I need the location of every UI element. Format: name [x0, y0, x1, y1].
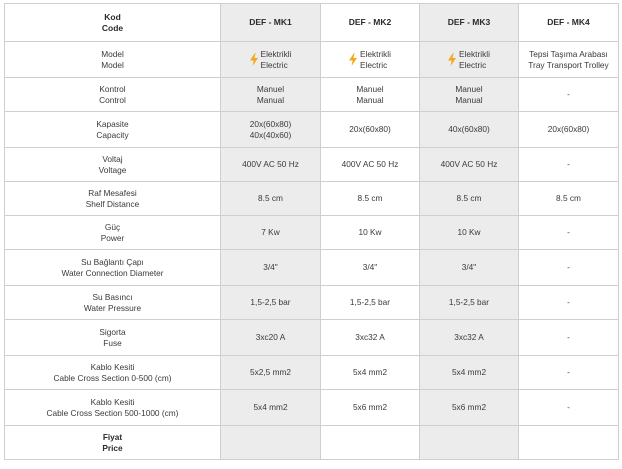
- cell-value: -: [567, 262, 570, 272]
- model-value-en: Electric: [260, 59, 288, 70]
- voltage-cell-mk4: [519, 148, 619, 182]
- cell-value: 1,5-2,5 bar: [250, 297, 291, 307]
- lightning-bolt-icon: [448, 53, 456, 66]
- row-label-en: Power: [100, 232, 125, 243]
- row-label: [5, 250, 221, 286]
- price-cell-mk4: [519, 426, 619, 460]
- lightning-bolt-icon: [250, 53, 258, 66]
- cable-0-500-cell-mk4: [519, 356, 619, 390]
- voltage-row: [5, 148, 619, 182]
- cable-0-500-row: [5, 356, 619, 390]
- control-row: [5, 78, 619, 112]
- water-pressure-cell-mk1: [221, 286, 321, 320]
- row-label-tr: Kapasite: [96, 118, 129, 129]
- shelf-distance-cell-mk2: [321, 182, 420, 216]
- lightning-bolt-icon: [349, 53, 357, 66]
- cell-value: 8.5 cm: [258, 193, 283, 203]
- model-value-en: Electric: [360, 59, 388, 70]
- model-row: [5, 42, 619, 78]
- water-connection-cell-mk4: [519, 250, 619, 286]
- row-label-en: Water Connection Diameter: [61, 267, 164, 278]
- row-label: [5, 390, 221, 426]
- cell-value: Manuel: [455, 83, 483, 94]
- column-header-mk1: DEF - MK1: [221, 4, 321, 42]
- fuse-row: [5, 320, 619, 356]
- row-label: [5, 42, 221, 78]
- row-label-tr: Kablo Kesiti: [90, 396, 135, 407]
- water-pressure-cell-mk3: [420, 286, 519, 320]
- row-label-tr: Model: [101, 48, 124, 59]
- row-label-en: Fuse: [103, 337, 122, 348]
- cell-value: 40x(60x80): [448, 124, 490, 134]
- header-row: [5, 4, 619, 42]
- model-value-tr: Elektrikli: [260, 48, 292, 59]
- model-value-en: Tray Transport Trolley: [528, 59, 609, 70]
- cell-value: 5x4 mm2: [253, 402, 288, 412]
- cell-value: 3xc20 A: [255, 332, 286, 342]
- cell-value: -: [567, 297, 570, 307]
- control-cell-mk2: [321, 78, 420, 112]
- cell-value: 1,5-2,5 bar: [448, 297, 490, 307]
- row-label-tr: Su Basıncı: [92, 291, 133, 302]
- row-label: [5, 148, 221, 182]
- row-label-tr: Raf Mesafesi: [88, 187, 137, 198]
- shelf-distance-cell-mk3: [420, 182, 519, 216]
- row-label-tr: Su Bağlantı Çapı: [81, 256, 144, 267]
- row-label: [5, 78, 221, 112]
- cell-value: 5x6 mm2: [352, 402, 388, 412]
- shelf-distance-row: [5, 182, 619, 216]
- fuse-cell-mk2: [321, 320, 420, 356]
- cable-0-500-cell-mk3: [420, 356, 519, 390]
- capacity-cell-mk3: [420, 112, 519, 148]
- price-cell-mk1: [221, 426, 321, 460]
- cell-value: 40x(40x60): [249, 129, 292, 140]
- cell-value: 400V AC 50 Hz: [242, 159, 299, 169]
- column-header-mk4: DEF - MK4: [519, 4, 619, 42]
- model-cell-mk3: [420, 42, 519, 78]
- power-row: [5, 216, 619, 250]
- cell-value: -: [567, 89, 570, 99]
- cell-value: -: [567, 367, 570, 377]
- price-cell-mk3: [420, 426, 519, 460]
- model-cell-mk1: [221, 42, 321, 78]
- control-cell-mk4: [519, 78, 619, 112]
- row-label-en: Shelf Distance: [85, 198, 140, 209]
- cell-value: 3xc32 A: [355, 332, 385, 342]
- water-connection-cell-mk2: [321, 250, 420, 286]
- price-row: [5, 426, 619, 460]
- fuse-cell-mk4: [519, 320, 619, 356]
- voltage-cell-mk3: [420, 148, 519, 182]
- power-cell-mk4: [519, 216, 619, 250]
- control-cell-mk3: [420, 78, 519, 112]
- row-label-en: Control: [99, 94, 126, 105]
- cell-value: -: [567, 227, 570, 237]
- cell-value: 3/4": [362, 262, 378, 272]
- fuse-cell-mk3: [420, 320, 519, 356]
- water-pressure-row: [5, 286, 619, 320]
- cable-500-1000-cell-mk2: [321, 390, 420, 426]
- cell-value: 400V AC 50 Hz: [341, 159, 399, 169]
- cable-500-1000-row: [5, 390, 619, 426]
- fuse-cell-mk1: [221, 320, 321, 356]
- water-connection-row: [5, 250, 619, 286]
- cell-value: 20x(60x80): [547, 124, 590, 134]
- cable-500-1000-cell-mk4: [519, 390, 619, 426]
- row-label-en: Water Pressure: [83, 302, 142, 313]
- model-cell-mk2: [321, 42, 420, 78]
- row-label: [5, 320, 221, 356]
- cell-value: -: [567, 332, 570, 342]
- capacity-cell-mk1: [221, 112, 321, 148]
- model-value-tr: Tepsi Taşıma Arabası: [529, 48, 608, 59]
- voltage-cell-mk1: [221, 148, 321, 182]
- cell-value: -: [567, 159, 570, 169]
- row-label-tr: Kontrol: [99, 83, 126, 94]
- row-label-en: Voltage: [98, 164, 127, 175]
- spec-table: [4, 3, 619, 460]
- row-label-en: Cable Cross Section 0-500 (cm): [53, 372, 172, 383]
- cell-value: 400V AC 50 Hz: [440, 159, 498, 169]
- cell-value: 3/4": [263, 262, 278, 272]
- cell-value: 8.5 cm: [357, 193, 383, 203]
- cell-value: Manual: [256, 94, 285, 105]
- cell-value: 20x(60x80): [349, 124, 391, 134]
- cable-0-500-cell-mk2: [321, 356, 420, 390]
- cell-value: 10 Kw: [358, 227, 382, 237]
- cable-500-1000-cell-mk1: [221, 390, 321, 426]
- cell-value: 8.5 cm: [456, 193, 482, 203]
- code-header: [5, 4, 221, 42]
- cell-value: Manual: [356, 94, 384, 105]
- column-header-mk3: DEF - MK3: [420, 4, 519, 42]
- cell-value: 10 Kw: [457, 227, 481, 237]
- power-cell-mk2: [321, 216, 420, 250]
- cable-500-1000-cell-mk3: [420, 390, 519, 426]
- row-label: [5, 356, 221, 390]
- model-value-tr: Elektrikli: [360, 48, 391, 59]
- row-label-tr: Sigorta: [99, 326, 126, 337]
- price-cell-mk2: [321, 426, 420, 460]
- cell-value: -: [567, 402, 570, 412]
- control-cell-mk1: [221, 78, 321, 112]
- cell-value: 5x4 mm2: [352, 367, 388, 377]
- model-value-en: Electric: [459, 59, 487, 70]
- cell-value: 1,5-2,5 bar: [349, 297, 391, 307]
- cell-value: 20x(60x80): [249, 118, 292, 129]
- cell-value: 7 Kw: [261, 227, 280, 237]
- row-label: [5, 112, 221, 148]
- cell-value: Manuel: [356, 83, 384, 94]
- cell-value: 8.5 cm: [556, 193, 581, 203]
- code-header-tr: Kod: [104, 11, 121, 22]
- cell-value: Manual: [455, 94, 483, 105]
- power-cell-mk3: [420, 216, 519, 250]
- model-value-tr: Elektrikli: [459, 48, 490, 59]
- capacity-cell-mk2: [321, 112, 420, 148]
- price-label-en: Price: [102, 442, 123, 453]
- water-connection-cell-mk3: [420, 250, 519, 286]
- price-label: [5, 426, 221, 460]
- cable-0-500-cell-mk1: [221, 356, 321, 390]
- capacity-cell-mk4: [519, 112, 619, 148]
- column-header-mk2: DEF - MK2: [321, 4, 420, 42]
- price-label-tr: Fiyat: [102, 431, 123, 442]
- voltage-cell-mk2: [321, 148, 420, 182]
- cell-value: 3/4": [461, 262, 477, 272]
- water-connection-cell-mk1: [221, 250, 321, 286]
- row-label-tr: Güç: [104, 221, 121, 232]
- row-label-en: Model: [101, 59, 124, 70]
- row-label: [5, 216, 221, 250]
- cell-value: 5x6 mm2: [451, 402, 487, 412]
- cell-value: 5x2,5 mm2: [249, 367, 292, 377]
- water-pressure-cell-mk4: [519, 286, 619, 320]
- code-header-en: Code: [101, 22, 124, 33]
- row-label: [5, 286, 221, 320]
- power-cell-mk1: [221, 216, 321, 250]
- model-cell-mk4: [519, 42, 619, 78]
- shelf-distance-cell-mk1: [221, 182, 321, 216]
- row-label-en: Cable Cross Section 500-1000 (cm): [46, 407, 179, 418]
- row-label: [5, 182, 221, 216]
- cell-value: Manuel: [256, 83, 285, 94]
- capacity-row: [5, 112, 619, 148]
- cell-value: 5x4 mm2: [451, 367, 487, 377]
- row-label-en: Capacity: [96, 129, 129, 140]
- row-label-tr: Voltaj: [102, 153, 123, 164]
- cell-value: 3xc32 A: [454, 332, 484, 342]
- shelf-distance-cell-mk4: [519, 182, 619, 216]
- row-label-tr: Kablo Kesiti: [90, 361, 135, 372]
- water-pressure-cell-mk2: [321, 286, 420, 320]
